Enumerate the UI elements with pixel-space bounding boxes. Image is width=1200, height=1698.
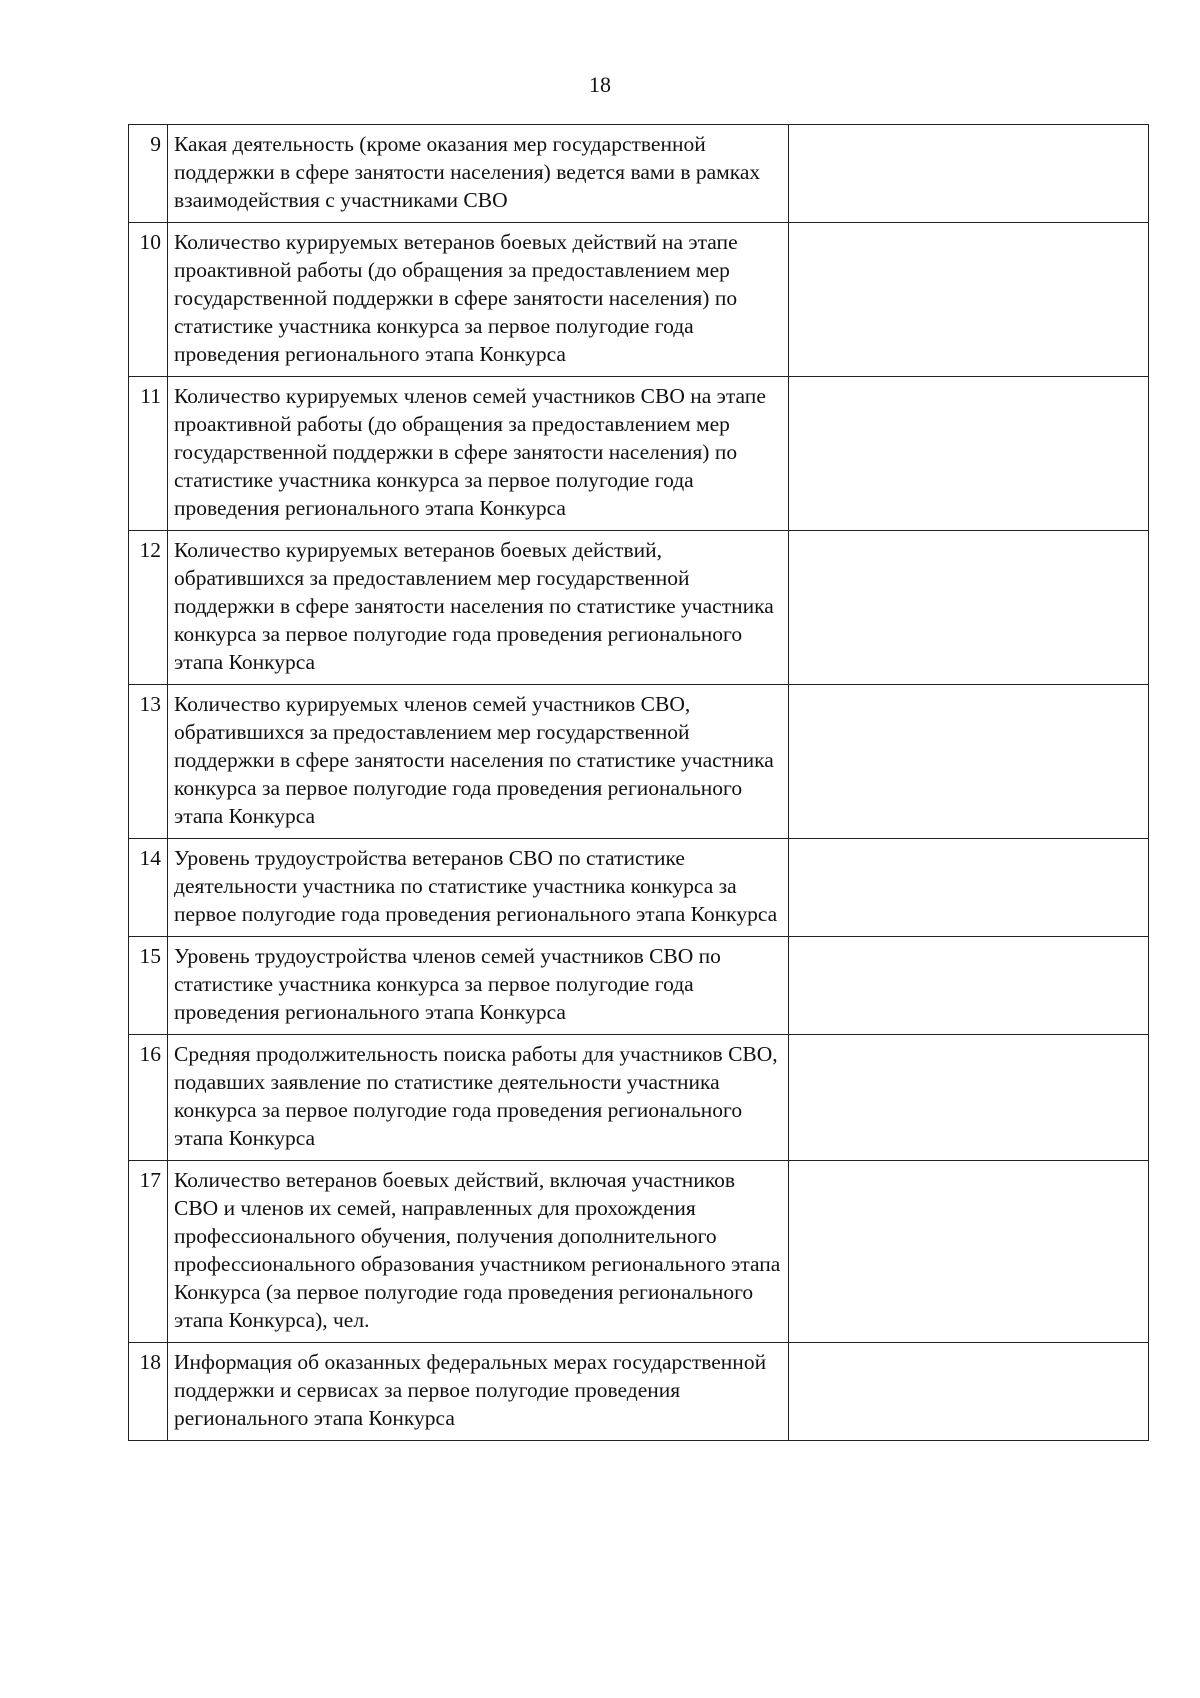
table-row (129, 223, 1149, 377)
table-row (129, 531, 1149, 685)
table-row (129, 1161, 1149, 1343)
row-number: 14 (129, 839, 168, 937)
answer-cell[interactable] (789, 1343, 1149, 1441)
question-text: Уровень трудоустройства членов семей участников СВО по статистике участника конкурса за первое полугодие года проведения регионального этапа Конкурса (168, 937, 789, 1035)
table-row (129, 839, 1149, 937)
row-number: 10 (129, 223, 168, 377)
table-row (129, 125, 1149, 223)
row-number: 13 (129, 685, 168, 839)
row-number: 17 (129, 1161, 168, 1343)
answer-cell[interactable] (789, 531, 1149, 685)
table-row (129, 685, 1149, 839)
answer-cell[interactable] (789, 125, 1149, 223)
page-number: 18 (589, 72, 611, 97)
row-number: 18 (129, 1343, 168, 1441)
question-text: Количество курируемых ветеранов боевых действий на этапе проактивной работы (до обращения за предоставлением мер государственной поддержки в сфере занятости населения) по статистике участника конкурса за первое полугодие года проведения регионального этапа Конкурса (168, 223, 789, 377)
answer-cell[interactable] (789, 223, 1149, 377)
answer-cell[interactable] (789, 1161, 1149, 1343)
row-number: 15 (129, 937, 168, 1035)
row-number: 9 (129, 125, 168, 223)
answer-cell[interactable] (789, 1035, 1149, 1161)
row-number: 16 (129, 1035, 168, 1161)
answer-cell[interactable] (789, 937, 1149, 1035)
question-text: Количество курируемых членов семей участников СВО на этапе проактивной работы (до обращения за предоставлением мер государственной поддержки в сфере занятости населения) по статистике участника конкурса за первое полугодие года проведения регионального этапа Конкурса (168, 377, 789, 531)
question-text: Средняя продолжительность поиска работы для участников СВО, подавших заявление по статистике деятельности участника конкурса за первое полугодие года проведения регионального этапа Конкурса (168, 1035, 789, 1161)
answer-cell[interactable] (789, 377, 1149, 531)
table-row (129, 937, 1149, 1035)
question-text: Количество курируемых ветеранов боевых действий, обратившихся за предоставлением мер государственной поддержки в сфере занятости населения по статистике участника конкурса за первое полугодие года проведения регионального этапа Конкурса (168, 531, 789, 685)
table-row (129, 1035, 1149, 1161)
answer-cell[interactable] (789, 685, 1149, 839)
question-text: Какая деятельность (кроме оказания мер государственной поддержки в сфере занятости населения) ведется вами в рамках взаимодействия с участниками СВО (168, 125, 789, 223)
questionnaire-table (128, 124, 1149, 1441)
row-number: 11 (129, 377, 168, 531)
table-row (129, 1343, 1149, 1441)
answer-cell[interactable] (789, 839, 1149, 937)
question-text: Количество ветеранов боевых действий, включая участников СВО и членов их семей, направленных для прохождения профессионального обучения, получения дополнительного профессионального образования участником регионального этапа Конкурса (за первое полугодие года проведения регионального этапа Конкурса), чел. (168, 1161, 789, 1343)
row-number: 12 (129, 531, 168, 685)
table-body (129, 125, 1149, 1441)
question-text: Уровень трудоустройства ветеранов СВО по статистике деятельности участника по статистике участника конкурса за первое полугодие года проведения регионального этапа Конкурса (168, 839, 789, 937)
question-text: Информация об оказанных федеральных мерах государственной поддержки и сервисах за первое полугодие проведения регионального этапа Конкурса (168, 1343, 789, 1441)
table-row (129, 377, 1149, 531)
question-text: Количество курируемых членов семей участников СВО, обратившихся за предоставлением мер государственной поддержки в сфере занятости населения по статистике участника конкурса за первое полугодие года проведения регионального этапа Конкурса (168, 685, 789, 839)
